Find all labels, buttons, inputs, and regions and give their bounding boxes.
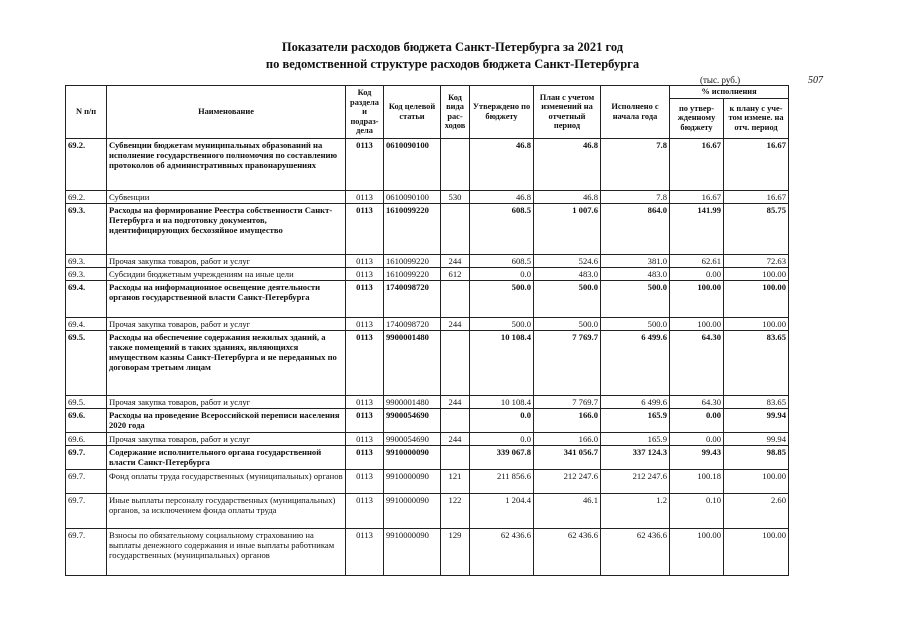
cell-plan: 483.0 xyxy=(534,267,601,280)
cell-approved: 10 108.4 xyxy=(470,330,534,395)
cell-approved: 500.0 xyxy=(470,280,534,317)
table-row xyxy=(66,254,789,267)
cell-plan: 500.0 xyxy=(534,280,601,317)
cell-executed: 6 499.6 xyxy=(601,330,670,395)
cell-type: 244 xyxy=(441,432,470,445)
cell-target: 9900001480 xyxy=(384,395,441,408)
cell-name: Расходы на информационное освещение деятельности органов государственной власти Санкт-Петербурга xyxy=(107,280,346,317)
col-header-pct-plan: к плану с уче-том измене. на отч. период xyxy=(724,98,789,138)
table-row xyxy=(66,469,789,493)
cell-executed: 337 124.3 xyxy=(601,445,670,469)
cell-section: 0113 xyxy=(346,190,384,203)
cell-plan: 166.0 xyxy=(534,408,601,432)
cell-plan: 46.1 xyxy=(534,493,601,528)
cell-pct-plan: 100.00 xyxy=(724,469,789,493)
cell-num: 69.3. xyxy=(66,203,107,254)
cell-pct-plan: 83.65 xyxy=(724,330,789,395)
cell-pct-plan: 100.00 xyxy=(724,528,789,575)
cell-section: 0113 xyxy=(346,138,384,190)
cell-pct-plan: 100.00 xyxy=(724,267,789,280)
cell-num: 69.3. xyxy=(66,254,107,267)
cell-type: 530 xyxy=(441,190,470,203)
cell-target: 9910000090 xyxy=(384,469,441,493)
cell-section: 0113 xyxy=(346,528,384,575)
col-header-type: Код вида рас-ходов xyxy=(441,86,470,139)
cell-type: 612 xyxy=(441,267,470,280)
cell-name: Взносы по обязательному социальному страхованию на выплаты денежного содержания и иные выплаты работникам государственных (муниципальных) органов xyxy=(107,528,346,575)
cell-num: 69.7. xyxy=(66,445,107,469)
cell-target: 9900054690 xyxy=(384,432,441,445)
cell-num: 69.7. xyxy=(66,528,107,575)
cell-pct-approved: 100.00 xyxy=(670,280,724,317)
cell-num: 69.7. xyxy=(66,493,107,528)
table-row xyxy=(66,190,789,203)
cell-target: 9910000090 xyxy=(384,528,441,575)
cell-name: Субвенции xyxy=(107,190,346,203)
cell-type xyxy=(441,280,470,317)
cell-section: 0113 xyxy=(346,317,384,330)
cell-target: 1740098720 xyxy=(384,280,441,317)
cell-plan: 212 247.6 xyxy=(534,469,601,493)
report-subtitle: по ведомственной структуре расходов бюджета Санкт-Петербурга xyxy=(265,57,640,71)
cell-type: 244 xyxy=(441,317,470,330)
cell-approved: 1 204.4 xyxy=(470,493,534,528)
cell-plan: 7 769.7 xyxy=(534,395,601,408)
cell-section: 0113 xyxy=(346,469,384,493)
table-row xyxy=(66,203,789,254)
cell-target: 1610099220 xyxy=(384,267,441,280)
cell-plan: 166.0 xyxy=(534,432,601,445)
cell-name: Прочая закупка товаров, работ и услуг xyxy=(107,317,346,330)
cell-pct-plan: 85.75 xyxy=(724,203,789,254)
cell-executed: 1.2 xyxy=(601,493,670,528)
col-header-executed: Исполнено с начала года xyxy=(601,86,670,139)
cell-name: Прочая закупка товаров, работ и услуг xyxy=(107,254,346,267)
cell-type: 244 xyxy=(441,254,470,267)
cell-executed: 7.8 xyxy=(601,138,670,190)
cell-approved: 0.0 xyxy=(470,267,534,280)
table-row xyxy=(66,317,789,330)
cell-type: 244 xyxy=(441,395,470,408)
cell-approved: 62 436.6 xyxy=(470,528,534,575)
col-header-pct-approved: по утвер-жденному бюджету xyxy=(670,98,724,138)
cell-target: 0610090100 xyxy=(384,190,441,203)
cell-pct-plan: 100.00 xyxy=(724,317,789,330)
cell-approved: 608.5 xyxy=(470,203,534,254)
cell-pct-approved: 0.00 xyxy=(670,432,724,445)
cell-pct-approved: 100.18 xyxy=(670,469,724,493)
cell-pct-approved: 16.67 xyxy=(670,138,724,190)
cell-pct-plan: 16.67 xyxy=(724,190,789,203)
cell-pct-approved: 141.99 xyxy=(670,203,724,254)
cell-target: 1610099220 xyxy=(384,203,441,254)
cell-num: 69.5. xyxy=(66,330,107,395)
cell-approved: 500.0 xyxy=(470,317,534,330)
cell-type: 122 xyxy=(441,493,470,528)
col-header-section: Код раздела и подраз-дела xyxy=(346,86,384,139)
cell-pct-plan: 2.60 xyxy=(724,493,789,528)
cell-name: Расходы на проведение Всероссийской переписи населения 2020 года xyxy=(107,408,346,432)
cell-approved: 339 067.8 xyxy=(470,445,534,469)
cell-section: 0113 xyxy=(346,395,384,408)
cell-executed: 62 436.6 xyxy=(601,528,670,575)
cell-num: 69.3. xyxy=(66,267,107,280)
table-row xyxy=(66,330,789,395)
col-header-target: Код целевой статьи xyxy=(384,86,441,139)
cell-target: 9910000090 xyxy=(384,445,441,469)
cell-pct-plan: 99.94 xyxy=(724,432,789,445)
cell-target: 9910000090 xyxy=(384,493,441,528)
cell-target: 9900001480 xyxy=(384,330,441,395)
table-row xyxy=(66,528,789,575)
cell-executed: 500.0 xyxy=(601,317,670,330)
cell-pct-approved: 100.00 xyxy=(670,317,724,330)
cell-approved: 211 856.6 xyxy=(470,469,534,493)
cell-plan: 7 769.7 xyxy=(534,330,601,395)
cell-type xyxy=(441,330,470,395)
cell-executed: 381.0 xyxy=(601,254,670,267)
cell-pct-approved: 0.00 xyxy=(670,267,724,280)
table-row xyxy=(66,445,789,469)
cell-pct-plan: 16.67 xyxy=(724,138,789,190)
cell-approved: 0.0 xyxy=(470,408,534,432)
cell-plan: 62 436.6 xyxy=(534,528,601,575)
report-title: Показатели расходов бюджета Санкт-Петербурга за 2021 год xyxy=(281,40,624,54)
table-row xyxy=(66,280,789,317)
table-row xyxy=(66,408,789,432)
col-header-num: N п/п xyxy=(66,86,107,139)
cell-num: 69.4. xyxy=(66,317,107,330)
table-row xyxy=(66,267,789,280)
cell-approved: 608.5 xyxy=(470,254,534,267)
cell-executed: 212 247.6 xyxy=(601,469,670,493)
page-number: 507 xyxy=(808,75,823,86)
cell-executed: 165.9 xyxy=(601,408,670,432)
cell-executed: 6 499.6 xyxy=(601,395,670,408)
cell-target: 9900054690 xyxy=(384,408,441,432)
cell-executed: 165.9 xyxy=(601,432,670,445)
cell-target: 1740098720 xyxy=(384,317,441,330)
cell-num: 69.6. xyxy=(66,408,107,432)
table-row xyxy=(66,432,789,445)
cell-name: Расходы на формирование Реестра собственности Санкт-Петербурга и на подготовку документов, идентифицирующих бесхозяйное имущество xyxy=(107,203,346,254)
cell-pct-approved: 0.10 xyxy=(670,493,724,528)
cell-plan: 46.8 xyxy=(534,190,601,203)
cell-pct-approved: 99.43 xyxy=(670,445,724,469)
table-row xyxy=(66,395,789,408)
cell-section: 0113 xyxy=(346,432,384,445)
cell-name: Субсидии бюджетным учреждениям на иные цели xyxy=(107,267,346,280)
cell-name: Содержание исполнительного органа государственной власти Санкт-Петербурга xyxy=(107,445,346,469)
cell-section: 0113 xyxy=(346,267,384,280)
cell-section: 0113 xyxy=(346,203,384,254)
cell-pct-approved: 0.00 xyxy=(670,408,724,432)
cell-num: 69.2. xyxy=(66,190,107,203)
cell-approved: 46.8 xyxy=(470,190,534,203)
cell-plan: 1 007.6 xyxy=(534,203,601,254)
cell-pct-plan: 72.63 xyxy=(724,254,789,267)
cell-plan: 341 056.7 xyxy=(534,445,601,469)
expenditure-table xyxy=(65,85,789,576)
cell-name: Фонд оплаты труда государственных (муниципальных) органов xyxy=(107,469,346,493)
cell-type xyxy=(441,203,470,254)
cell-num: 69.5. xyxy=(66,395,107,408)
cell-type: 121 xyxy=(441,469,470,493)
table-body xyxy=(66,138,789,575)
cell-name: Субвенции бюджетам муниципальных образований на исполнение государственного полномочия по составлению протоколов об административных правонарушениях xyxy=(107,138,346,190)
table-row xyxy=(66,493,789,528)
cell-pct-approved: 62.61 xyxy=(670,254,724,267)
cell-section: 0113 xyxy=(346,408,384,432)
cell-num: 69.2. xyxy=(66,138,107,190)
cell-target: 1610099220 xyxy=(384,254,441,267)
col-header-plan: План с учетом изменений на отчетный период xyxy=(534,86,601,139)
cell-approved: 10 108.4 xyxy=(470,395,534,408)
cell-pct-approved: 64.30 xyxy=(670,330,724,395)
cell-pct-plan: 83.65 xyxy=(724,395,789,408)
cell-num: 69.7. xyxy=(66,469,107,493)
cell-section: 0113 xyxy=(346,445,384,469)
cell-plan: 500.0 xyxy=(534,317,601,330)
cell-plan: 46.8 xyxy=(534,138,601,190)
cell-section: 0113 xyxy=(346,280,384,317)
cell-plan: 524.6 xyxy=(534,254,601,267)
col-header-approved: Утверждено по бюджету xyxy=(470,86,534,139)
cell-type: 129 xyxy=(441,528,470,575)
cell-approved: 46.8 xyxy=(470,138,534,190)
col-header-name: Наименование xyxy=(107,86,346,139)
cell-pct-plan: 100.00 xyxy=(724,280,789,317)
cell-name: Иные выплаты персоналу государственных (муниципальных) органов, за исключением фонда оплаты труда xyxy=(107,493,346,528)
cell-target: 0610090100 xyxy=(384,138,441,190)
cell-section: 0113 xyxy=(346,254,384,267)
cell-type xyxy=(441,445,470,469)
cell-pct-approved: 16.67 xyxy=(670,190,724,203)
units-label: (тыс. руб.) xyxy=(700,75,741,85)
cell-num: 69.4. xyxy=(66,280,107,317)
cell-executed: 864.0 xyxy=(601,203,670,254)
cell-pct-approved: 100.00 xyxy=(670,528,724,575)
table-row xyxy=(66,138,789,190)
col-header-pct-group: % исполнения xyxy=(670,86,789,99)
cell-approved: 0.0 xyxy=(470,432,534,445)
cell-name: Прочая закупка товаров, работ и услуг xyxy=(107,395,346,408)
cell-name: Расходы на обеспечение содержания нежилых зданий, а также помещений в таких зданиях, являющихся имуществом казны Санкт-Петербурга и не переданных по договорам третьим лицам xyxy=(107,330,346,395)
cell-section: 0113 xyxy=(346,330,384,395)
cell-executed: 500.0 xyxy=(601,280,670,317)
cell-type xyxy=(441,138,470,190)
cell-type xyxy=(441,408,470,432)
cell-executed: 7.8 xyxy=(601,190,670,203)
cell-pct-approved: 64.30 xyxy=(670,395,724,408)
cell-pct-plan: 99.94 xyxy=(724,408,789,432)
cell-name: Прочая закупка товаров, работ и услуг xyxy=(107,432,346,445)
cell-section: 0113 xyxy=(346,493,384,528)
cell-executed: 483.0 xyxy=(601,267,670,280)
cell-num: 69.6. xyxy=(66,432,107,445)
cell-pct-plan: 98.85 xyxy=(724,445,789,469)
